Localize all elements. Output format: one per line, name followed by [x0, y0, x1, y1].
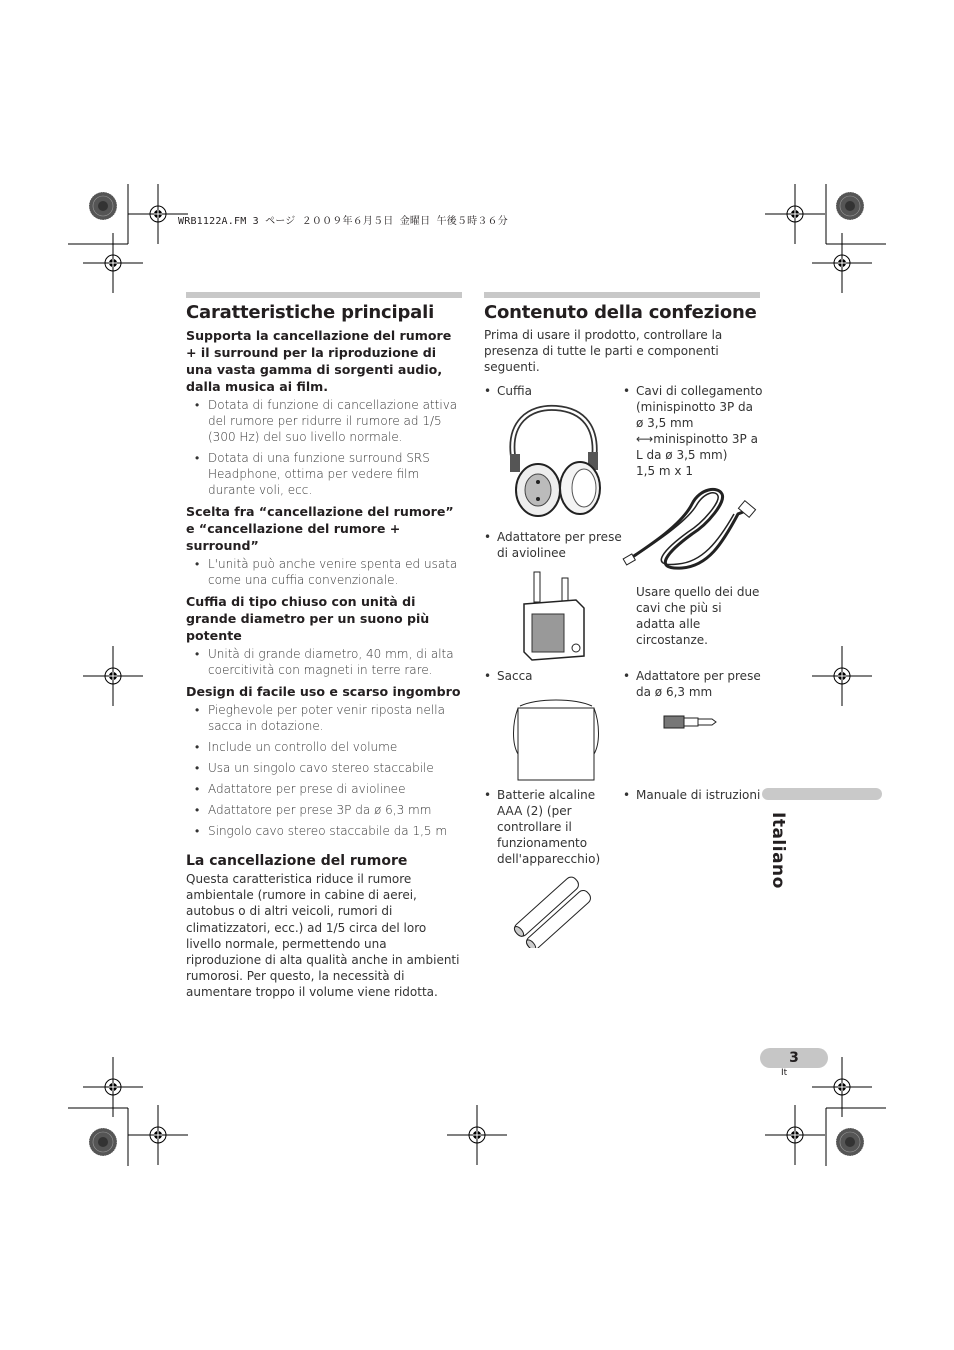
- feature-heading: Design di facile uso e scarso ingombro: [186, 684, 461, 699]
- feature-heading: Cuffia di tipo chiuso con unità di grande diametro per un suono più potente: [186, 594, 430, 643]
- contents-intro: Prima di usare il prodotto, controllare la presenza di tutte le parti e componenti seguenti.: [484, 328, 723, 375]
- item-headphones: • Cuffia: [484, 384, 532, 398]
- list-item: • Include un controllo del volume: [208, 739, 462, 755]
- double-arrow-icon: ⟷: [636, 432, 654, 446]
- feature-heading: Scelta fra “cancellazione del rumore” e “cancellazione del rumore + surround”: [186, 504, 454, 553]
- airline-adapter-illustration: [518, 568, 590, 664]
- feature-list: [186, 556, 462, 588]
- language-tab: [762, 788, 882, 800]
- page-language-code: It: [781, 1068, 788, 1078]
- feature-heading: Supporta la cancellazione del rumore + il surround per la riproduzione di una vasta gamma di sorgenti audio, dalla musica ai film.: [186, 328, 452, 394]
- language-label: Italiano: [768, 812, 788, 889]
- list-item: • Dotata di funzione di cancellazione attiva del rumore per ridurre il rumore ad 1/5 (300 Hz) del suo livello normale.: [208, 397, 462, 445]
- contents-column: [484, 292, 760, 376]
- list-item: • Usa un singolo cavo stereo staccabile: [208, 760, 462, 776]
- noise-cancel-body: Questa caratteristica riduce il rumore ambientale (rumore in cabine di aerei, autobus o di altri veicoli, rumori di climatizzatori, ecc.) ad 1/5 circa del loro livello normale, permettendo una riproduzione di alta qualità anche in ambienti rumorosi. Per questo, la necessità di aumentare troppo il volume viene ridotta.: [186, 872, 460, 1000]
- batteries-illustration: [506, 876, 602, 948]
- list-item: • Unità di grande diametro, 40 mm, di alta coercitività con magneti in terre rare.: [208, 646, 462, 678]
- item-cables: • Cavi di collegamento (minispinotto 3P da ø 3,5 mm ⟷minispinotto 3P a L da ø 3,5 mm) 1,5 m x 1: [623, 384, 763, 478]
- item-manual: • Manuale di istruzioni: [623, 788, 761, 802]
- contents-title: Contenuto della confezione: [484, 302, 757, 323]
- noise-cancel-title: La cancellazione del rumore: [186, 853, 408, 869]
- item-bag: • Sacca: [484, 669, 533, 683]
- feature-list: [186, 702, 462, 839]
- features-title: Caratteristiche principali: [186, 302, 435, 323]
- headphones-illustration: [500, 402, 608, 520]
- item-airline-adapter: • Adattatore per prese di aviolinee: [484, 530, 622, 560]
- list-item: • Singolo cavo stereo staccabile da 1,5 m: [208, 823, 462, 839]
- section-bar: [484, 292, 760, 298]
- plug-adapter-illustration: [662, 714, 722, 730]
- feature-list: [186, 646, 462, 678]
- page-number: 3: [760, 1048, 828, 1068]
- feature-list: [186, 397, 462, 498]
- cables-note: Usare quello dei due cavi che più si adatta alle circostanze.: [636, 585, 760, 647]
- section-bar: [186, 292, 462, 298]
- print-info-line: WRB1122A.FM 3 ページ ２００９年６月５日 金曜日 午後５時３６分: [178, 216, 508, 227]
- list-item: • Pieghevole per poter venir riposta nella sacca in dotazione.: [208, 702, 462, 734]
- features-column: [186, 292, 462, 1001]
- cable-illustration: [622, 484, 758, 576]
- bag-illustration: [508, 694, 604, 784]
- list-item: • Adattatore per prese 3P da ø 6,3 mm: [208, 802, 462, 818]
- list-item: • L'unità può anche venire spenta ed usata come una cuffia convenzionale.: [208, 556, 462, 588]
- list-item: • Adattatore per prese di aviolinee: [208, 781, 462, 797]
- item-batteries: • Batterie alcaline AAA (2) (per controllare il funzionamento dell'apparecchio): [484, 788, 601, 866]
- item-plug-adapter: • Adattatore per prese da ø 6,3 mm: [623, 669, 761, 699]
- list-item: • Dotata di una funzione surround SRS Headphone, ottima per vedere film durante voli, ecc.: [208, 450, 462, 498]
